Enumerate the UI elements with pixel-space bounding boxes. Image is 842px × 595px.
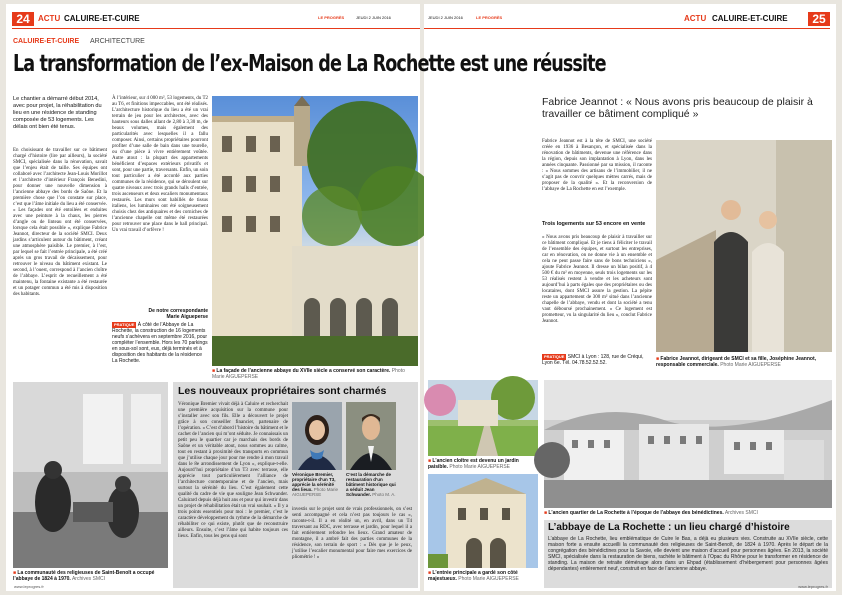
cloister-caption <box>428 458 538 472</box>
archive-interior-illustration <box>13 382 168 568</box>
kicker-city: CALUIRE-ET-CUIRE <box>13 38 80 45</box>
caption-marker-icon: ■ <box>212 368 216 374</box>
pratique-box <box>112 322 208 374</box>
city-label: CALUIRE-ET-CUIRE <box>712 14 788 23</box>
signature-line2: Marie Aigueperse <box>166 314 208 320</box>
issue-date: JEUDI 2 JUIN 2016 <box>428 15 463 20</box>
portrait2-caption-credit: Photo M. A. <box>372 492 396 497</box>
facade-caption-text: La façade de l’ancienne abbaye du XVIIe siècle a conservé son caractère. <box>216 368 391 374</box>
interview-title: Fabrice Jeannot : « Nous avons pris beaucoup de plaisir à travailler ce bâtiment compliqué » <box>542 96 813 120</box>
paper-name: LE PROGRÈS <box>318 15 345 20</box>
jeannot-caption-credit: Photo Marie AIGUEPERSE <box>720 362 781 368</box>
entrance-illustration <box>428 474 538 568</box>
portrait1-caption <box>292 472 342 504</box>
cloister-photo <box>428 380 538 456</box>
footer-url: www.leprogres.fr <box>798 584 828 589</box>
old-district-caption-text: L’ancien quartier de La Rochette à l’époque de l’abbaye des bénédictines. <box>548 510 724 516</box>
cloister-illustration <box>428 380 538 456</box>
history-title: L’abbaye de La Rochette : un lieu chargé d’histoire <box>548 522 790 533</box>
page-number: 24 <box>12 12 34 26</box>
portrait1-caption-credit: Photo Marie AIGUEPERSE <box>292 487 339 497</box>
archive-caption-credit: Archives SMCI <box>71 576 106 582</box>
footer-url: www.leprogres.fr <box>14 584 44 589</box>
portrait2-caption-text: C’est la démarche de restauration d’un bâtiment historique qui a séduit Jean Schwander. <box>346 472 396 497</box>
portrait-jean <box>346 402 396 470</box>
owners-col-1: Véronique Bremier vivait déjà à Caluire et recherchait une première acquisition sur la commune pour s’installer avec son fils. Elle a découvert le projet grâce à son conseiller financier, partenaire de l’opération. « C’est d’abord l’histoire du bâtiment et le cachet de l’ancien qui m’ont séduite. Je connaissais un petit peu le quartier car je marchais des bords de Saône et un véritable atout, nous sommes au calme, tout en restant à proximité des transports en commun que j’utilise chaque jour pour me rendre à mon travail dans le 8e arrondissement de Lyon », explique-t-elle. Aujourd’hui propriétaire d’un T3 avec terrasse, elle apprécie tout particulièrement l’alliance de l’architecture contemporaine et de l’ancien, mais surtout la sérénité du lieu. C’est également cette qualité du cadre de vie que souligne Jean Schwander. Caluirard depuis déjà huit ans et pour qui investir dans un projet de réhabilitation était un vrai souhait. « Il y a trois points essentiels pour moi : le premier, c’est le caractère développement du rythme de la démarche de réhabiliter ce qui existe, plutôt que de reconstruire ailleurs. Ensuite, c’est l’âme qui habite toujours ces lieux. Enfin, tous les gens qui sont <box>178 402 288 539</box>
kicker-topic: ARCHITECTURE <box>90 38 145 45</box>
facade-photo <box>212 96 418 366</box>
interview-subhead: Trois logements sur 53 encore en vente <box>542 221 646 227</box>
page-number: 25 <box>808 12 830 26</box>
facade-caption-credit: Photo Marie AIGUEPERSE <box>212 368 405 380</box>
caption-marker-icon: ■ <box>428 458 432 464</box>
archive-caption-text: La communauté des religieuses de Saint-Benoît a occupé l’abbaye de 1824 à 1970. <box>13 570 155 582</box>
portrait1-caption-text: Véronique Bremier, propriétaire d’un T3, apprécie la sérénité des lieux. <box>292 472 336 492</box>
cloister-caption-text: L’ancien cloître est devenu un jardin paisible. <box>428 458 519 470</box>
owners-col-2: investis sur le projet sont de vrais professionnels, on s’est senti accompagné et cela n’est pas toujours le cas », raconte-t-il. Il a en réalité un, en avril, dans un T4 traversant au RDC, avec terrasse et jardin, pour lequel il a fait entièrement refondre les lieux. Grand amateur de montagne, il a ambré fait des parties communes de la résidence, son terrain de sport : « Dès que je le peux, j’utilise l’escalier monumental pour faire mes exercices de pliométrie ! » <box>292 507 412 560</box>
city-label: CALUIRE-ET-CUIRE <box>64 14 140 23</box>
jeannot-illustration <box>656 140 832 352</box>
owners-title: Les nouveaux propriétaires sont charmés <box>178 385 387 397</box>
article-col-1: En choisissant de travailler sur ce bâtiment chargé d’histoire (lire par ailleurs), la société SMCI, spécialisée dans la rénovation, savait que l’enjeu était de taille. Ses équipes ont collaboré avec l’architecte Jean-Louis Morillot et l’architecte d’intérieur François Benedini, pour donner une nouvelle dimension à l’ancienne abbaye des bords de Saône. Et la première chose que l’on constate sur place, c’est que l’âme initiale du lieu a été conservée. « Les façades ont été entoilées et enduites avec une peinture à la chaux, les pierres d’angle ou de linteau ont été conservées, lorsque cela était possible », explique Fabrice Jeannot, directeur de la société SMCI. Deux jardins s’articulent autour du bâtiment, créant une atmosphère paisible. Le premier, à l’est, par lequel se fait l’entrée principale, a été créé après un gros travail de décaissement, pour retrouver le niveau du bâtiment existant. Le second, à l’ouest, correspond à l’ancien cloître de l’abbaye. L’esprit de recueillement a été maintenu, la fontaine existante a été restaurée et un potager commun a été mis à disposition des habitants. <box>13 148 107 297</box>
jeannot-caption <box>656 356 832 370</box>
portrait-veronique <box>292 402 342 470</box>
old-district-caption <box>544 510 832 518</box>
interview-pratique <box>542 354 652 368</box>
article-col-2: À l’intérieur, sur 4 000 m², 53 logements, du T2 au T6, et finitions impeccables, ont été réalisés. L’architecture historique du lieu a été un vrai terrain de jeu pour les architectes, avec des hauteurs sous dalles allant de 2,80 à 3,30 m, de beaux volumes, mais également des particularités avec lesquelles il a fallu composer. Ainsi, certains propriétaires pourront profiter d’une salle de bain dans une tourelle, ou d’une pièce à vivre entièrement voûtée. Autre atout : la plupart des appartements bénéficient d’espaces extérieurs privatifs et sont, pour une partie, traversants. Enfin, un soin tout particulier a été accordé aux parties communes de la résidence, qui se déroulent sur quatre niveaux avec trois grands halls d’entrée, trois ascenseurs et deux escaliers monumentaux restaurés. Les murs sont habillés de tissus italiens, les luminaires ont été soigneusement choisis chez des antiquaires et des corniches de l’ancienne chapelle ont même été restaurées pour retrouver une place dans le hall principal. Un vrai travail d’orfèvre ! <box>112 96 208 233</box>
entrance-caption <box>428 570 538 584</box>
interview-text-2: « Nous avons pris beaucoup de plaisir à travailler sur ce bâtiment compliqué. Et je tiens à féliciter le travail de l’ensemble des équipes, et surtout les entreprises, car en rénovation, on ne donne vie à un ensemble et cela ne peut passe faire sans de bons techniciens », ajoute Fabrice Jeannot. Il dresse un bilan positif, à 4 500 € du m² en moyenne, seuls trois logements sur les 53 réalisés restent à vendre et les acheteurs sont aujourd’hui à parts égales que des propriétaires ou des locataires, dont SMCI assure la gestion. La pépite reste un appartement de 300 m² situé dans l’ancienne chapelle de l’abbaye, vendu et dont la société a tenu vaut déboursé prochainement. « Ce logement est prometteur, vu la singularité du lieu », conclut Fabrice Jeannot. <box>542 235 652 324</box>
entrance-caption-text: L’entrée principale a gardé son côté majestueux. <box>428 570 518 582</box>
pratique-text: SMCI à Lyon : 128, rue de Créqui, Lyon 6e. Tél. 04.78.52.52.52. <box>542 354 644 366</box>
old-district-photo <box>544 380 832 508</box>
caption-marker-icon: ■ <box>656 356 660 362</box>
section-label: ACTU <box>684 14 707 23</box>
signature-line1: De notre correspondante <box>148 308 208 314</box>
caption-marker-icon: ■ <box>13 570 17 576</box>
interview-text-1: Fabrice Jeannot est à la tête de SMCI, une société créée en 1936 à Besançon, et spécialisée dans la rénovation de bâtiments, devenue une référence dans la région, depuis son implantation à Lyon, dans les années cinquante. Passionné par sa mission, il raconte : « Nous sommes des artisans de l’immobilier, il ne s’agit pas de couvrir quelques mètres carrés, mais de proposer de la qualité ». Et la reconversion de l’abbaye de La Rochette en est l’exemple. <box>542 139 652 192</box>
entrance-photo <box>428 474 538 568</box>
caption-marker-icon: ■ <box>544 510 548 516</box>
old-district-caption-credit: Archives SMCI <box>724 510 758 516</box>
pratique-badge: PRATIQUE <box>114 322 135 327</box>
paper-name: LE PROGRÈS <box>476 15 503 20</box>
signature <box>112 308 208 320</box>
jeannot-photo <box>656 140 832 352</box>
old-district-illustration <box>544 380 832 508</box>
jeannot-caption-text: Fabrice Jeannot, dirigeant de SMCI et sa fille, Joséphine Jeannot, responsable commerciale. <box>656 356 817 368</box>
cloister-caption-credit: Photo Marie AIGUEPERSE <box>449 464 510 470</box>
right-page <box>424 4 836 591</box>
history-text: L’abbaye de La Rochette, lieu emblématique de Cuire le Bas, a déjà eu plusieurs vies. Construite au XVIIe siècle, cette maison forte a ensuite accueilli la communauté des religieuses de Saint-Benoît, de 1824 à 1970. Après le départ de la congrégation des bénédictines pour la Savoie, elle devient une maison d’accueil pour personnes âgées. En 2013, la société SMCI, spécialisée dans la restauration de biens, rachète le bâtiment à l’Opac du Rhône pour le transformer en résidence de standing. La maison de retraite déménage alors dans un Ehpad (établissement d’hébergement pour personnes âgées dépendantes) entièrement neuf, construit en face de l’ancienne abbaye. <box>548 536 828 572</box>
portrait2-caption <box>346 472 396 504</box>
chapo: Le chantier a démarré début 2014, avec pour projet, la réhabilitation du lieu en une résidence de standing composée de 53 logements. Les délais ont bien été tenus. <box>13 96 102 130</box>
facade-caption <box>212 368 418 380</box>
issue-date: JEUDI 2 JUIN 2016 <box>356 15 391 20</box>
portrait-man-illustration <box>346 402 396 470</box>
entrance-caption-credit: Photo Marie AIGUEPERSE <box>458 576 519 582</box>
portrait-woman-illustration <box>292 402 342 470</box>
pratique-badge: PRATIQUE <box>544 354 565 359</box>
facade-illustration <box>212 96 418 366</box>
section-label: ACTU <box>38 14 61 23</box>
pratique-text: À côté de l’Abbaye de La Rochette, la construction de 16 logements neufs s’achèvera en septembre 2016, pour compléter l’ensemble. Hors les 70 parkings en sous-sol sont, eux, déjà terminés et à disposition des habitants de la résidence La Rochette. <box>112 322 208 364</box>
caption-marker-icon: ■ <box>428 570 432 576</box>
archive-interior-photo <box>13 382 168 568</box>
headline: La transformation de l’ex-Maison de La Rochette est une réussite <box>13 51 606 77</box>
header-rule <box>12 28 420 29</box>
header-rule <box>424 28 830 29</box>
